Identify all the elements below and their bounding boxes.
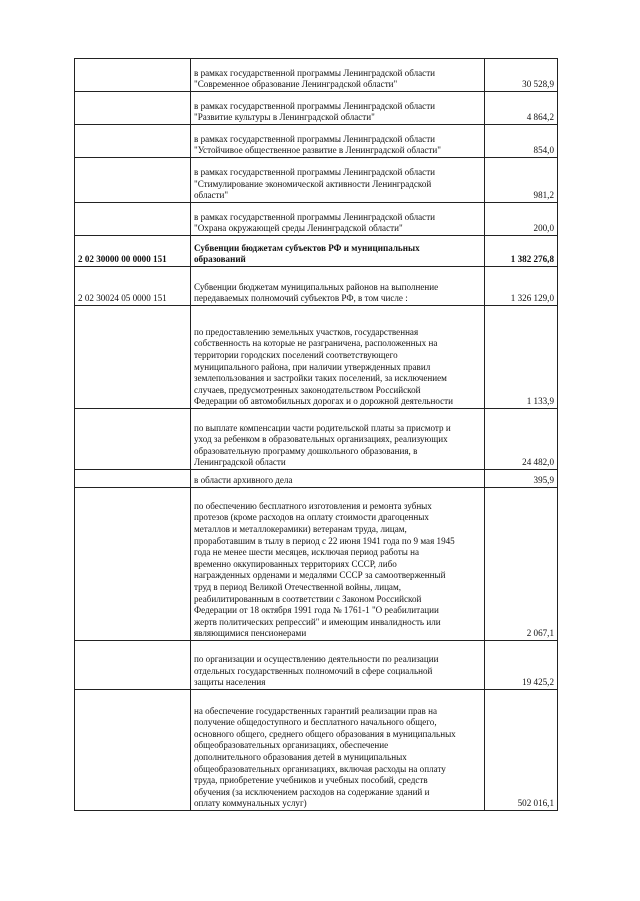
row-description: по предоставлению земельных участков, государственная собственность на которые не разграничена, расположенных на территории городских поселений соответствующего муниципального района, при наличии утвержденных правил землепользования и застройки таких поселений, за исключением случаев, предусмотренных законодательством Российской Федерации об автомобильных дорогах и о дорожной деятельности xyxy=(191,306,485,409)
row-description: по организации и осуществлению деятельности по реализации отдельных государственных полномочий в сфере социальной защиты населения xyxy=(191,641,485,690)
budget-code xyxy=(75,92,191,125)
table-row xyxy=(75,470,558,488)
row-amount: 19 425,2 xyxy=(485,641,558,690)
row-amount: 981,2 xyxy=(485,158,558,203)
budget-code xyxy=(75,203,191,236)
table-row xyxy=(75,306,558,409)
table-row xyxy=(75,203,558,236)
budget-code xyxy=(75,641,191,690)
table-row xyxy=(75,236,558,267)
row-description: в рамках государственной программы Ленинградской области "Развитие культуры в Ленинградской области" xyxy=(191,92,485,125)
budget-code: 2 02 30024 05 0000 151 xyxy=(75,267,191,306)
table-row xyxy=(75,59,558,92)
row-amount: 1 133,9 xyxy=(485,306,558,409)
table-row xyxy=(75,488,558,641)
table-row xyxy=(75,125,558,158)
row-amount: 200,0 xyxy=(485,203,558,236)
row-description: в рамках государственной программы Ленинградской области "Охрана окружающей среды Ленинградской области" xyxy=(191,203,485,236)
table-row xyxy=(75,409,558,470)
row-amount: 1 382 276,8 xyxy=(485,236,558,267)
table-row xyxy=(75,690,558,811)
budget-code xyxy=(75,125,191,158)
table-row xyxy=(75,158,558,203)
row-description: по обеспечению бесплатного изготовления и ремонта зубных протезов (кроме расходов на оплату стоимости драгоценных металлов и металлокерамики) ветеранам труда, лицам, проработавшим в тылу в период с 22 июня 1941 года по 9 мая 1945 года не менее шести месяцев, исключая период работы на временно оккупированных территориях СССР, либо награжденных орденами и медалями СССР за самоотверженный труд в период Великой Отечественной войны, лицам, реабилитированным в соответствии с Законом Российской Федерации от 18 октября 1991 года № 1761-1 "О реабилитации жертв политических репрессий" и имеющим инвалидность или являющимися пенсионерами xyxy=(191,488,485,641)
table-row xyxy=(75,641,558,690)
budget-code xyxy=(75,488,191,641)
row-amount: 502 016,1 xyxy=(485,690,558,811)
table-row xyxy=(75,267,558,306)
row-description: Субвенции бюджетам субъектов РФ и муниципальных образований xyxy=(191,236,485,267)
row-description: по выплате компенсации части родительской платы за присмотр и уход за ребенком в образовательных организациях, реализующих образовательную программу дошкольного образования, в Ленинградской области xyxy=(191,409,485,470)
row-amount: 4 864,2 xyxy=(485,92,558,125)
row-description: в рамках государственной программы Ленинградской области "Современное образование Ленинградской области" xyxy=(191,59,485,92)
row-description: в области архивного дела xyxy=(191,470,485,488)
budget-code xyxy=(75,470,191,488)
budget-code xyxy=(75,409,191,470)
row-amount: 1 326 129,0 xyxy=(485,267,558,306)
row-amount: 24 482,0 xyxy=(485,409,558,470)
row-amount: 30 528,9 xyxy=(485,59,558,92)
budget-code xyxy=(75,158,191,203)
row-description: в рамках государственной программы Ленинградской области "Стимулирование экономической активности Ленинградской области" xyxy=(191,158,485,203)
budget-code: 2 02 30000 00 0000 151 xyxy=(75,236,191,267)
budget-table xyxy=(74,58,558,811)
row-amount: 2 067,1 xyxy=(485,488,558,641)
row-amount: 395,9 xyxy=(485,470,558,488)
budget-code xyxy=(75,690,191,811)
budget-code xyxy=(75,59,191,92)
budget-code xyxy=(75,306,191,409)
row-description: на обеспечение государственных гарантий реализации прав на получение общедоступного и бесплатного начального общего, основного общего, среднего общего образования в муниципальных общеобразовательных организациях, обеспечение дополнительного образования детей в муниципальных общеобразовательных организациях, включая расходы на оплату труда, приобретение учебников и учебных пособий, средств обучения (за исключением расходов на содержание зданий и оплату коммунальных услуг) xyxy=(191,690,485,811)
row-description: в рамках государственной программы Ленинградской области "Устойчивое общественное развитие в Ленинградской области" xyxy=(191,125,485,158)
row-description: Субвенции бюджетам муниципальных районов на выполнение передаваемых полномочий субъектов РФ, в том числе : xyxy=(191,267,485,306)
row-amount: 854,0 xyxy=(485,125,558,158)
table-row xyxy=(75,92,558,125)
